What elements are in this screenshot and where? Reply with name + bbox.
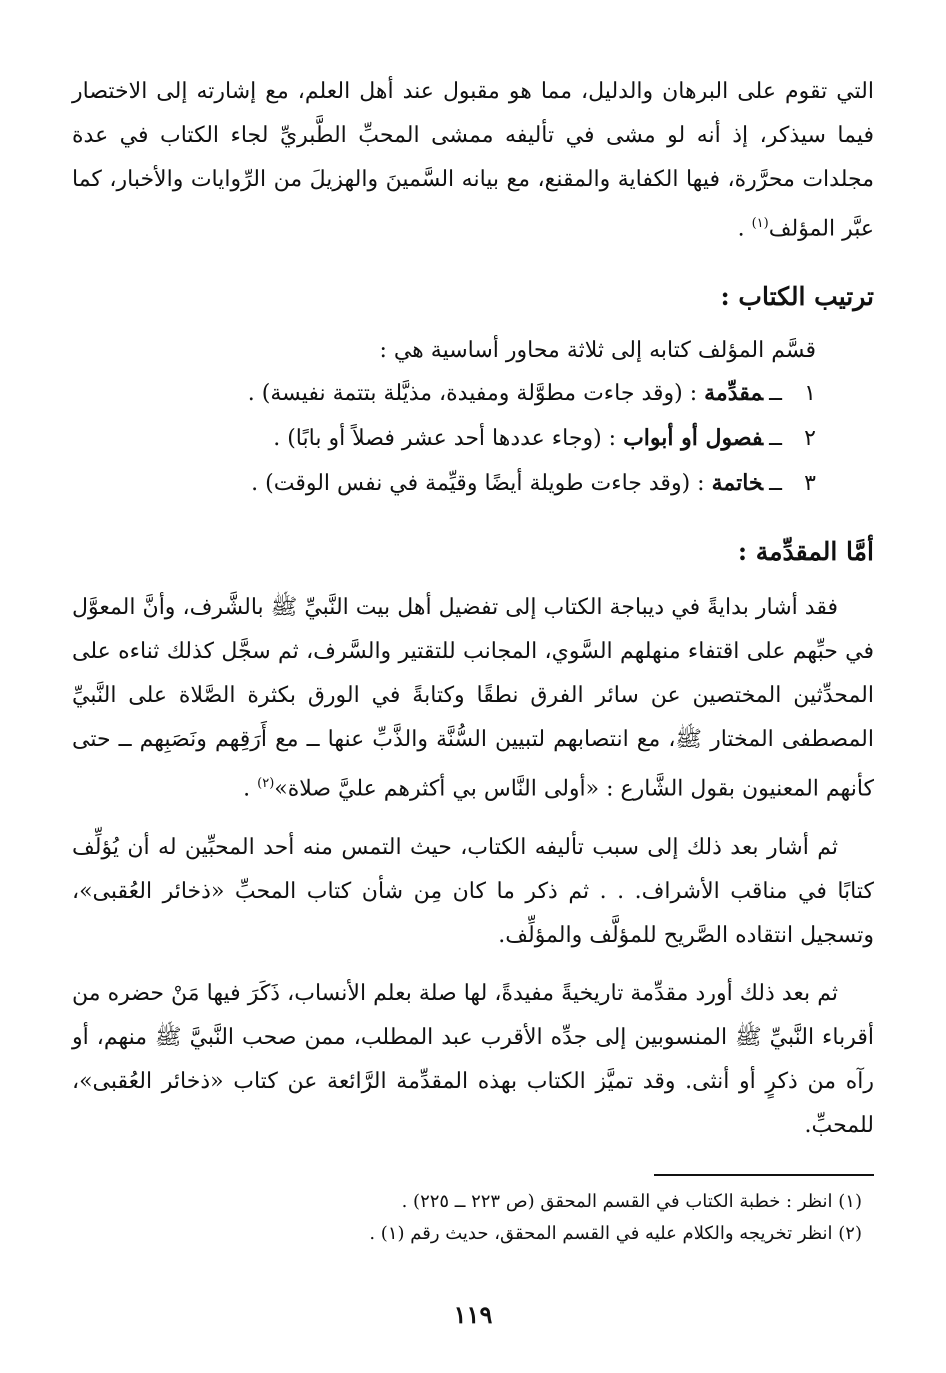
list-item-number: ٣ [804, 471, 816, 497]
footnote-1: (١) انظر : خطبة الكتاب في القسم المحقق (ص ٢٢٣ ــ ٢٢٥) . [401, 1190, 862, 1212]
list-item-number: ٢ [804, 426, 816, 452]
list-item-description: : (وقد جاءت طويلة أيضًا وقيِّمة في نفس الوقت) . [251, 471, 705, 497]
list-item-term: مقدِّمة [704, 380, 764, 407]
page-body [72, 70, 874, 1250]
list-item-term: فصول أو أبواب [623, 425, 764, 452]
intro-paragraph [72, 70, 874, 251]
introduction-paragraph-3: ثم بعد ذلك أورد مقدِّمة تاريخيةً مفيدةً، لها صلة بعلم الأنساب، ذَكَرَ فيها مَنْ حضره من أقرباء النَّبيِّ ﷺ المنسوبين إلى جدِّه الأقرب عبد المطلب، ممن صحب النَّبيَّ ﷺ منهم، أو رآه من ذكرٍ أو أنثى. وقد تميَّز الكتاب بهذه المقدِّمة الرَّائعة عن كتاب «ذخائر العُقبى»، للمحبِّ. [72, 980, 874, 1138]
page-number: ١١٩ [453, 1300, 493, 1329]
list-item [72, 461, 874, 506]
list-item-description: : (وجاء عددها أحد عشر فصلاً أو بابًا) . [273, 426, 617, 452]
arrangement-intro: قسَّم المؤلف كتابه إلى ثلاثة محاور أساسية هي : [379, 338, 816, 364]
arrangement-heading: ترتيب الكتاب : [720, 282, 874, 312]
introduction-paragraph-2: ثم أشار بعد ذلك إلى سبب تأليفه الكتاب، حيث التمس منه أحد المحبِّين له أن يُؤلِّف كتابًا في مناقب الأشراف. . . ثم ذكر ما كان مِن شأن كتاب المحبِّ «ذخائر العُقبى»، وتسجيل انتقاده الصَّريح للمؤلَّف والمؤلِّف. [72, 834, 874, 948]
footnote-2: (٢) انظر تخريجه والكلام عليه في القسم المحقق، حديث رقم (١) . [369, 1222, 862, 1244]
arrangement-list [72, 371, 874, 506]
list-item [72, 371, 874, 416]
footnote-ref-1[interactable]: (١) [751, 216, 769, 231]
paragraph-end: . [243, 776, 251, 802]
list-item [72, 416, 874, 461]
list-item-term: خاتمة [711, 470, 764, 497]
intro-paragraph-text: التي تقوم على البرهان والدليل، مما هو مقبول عند أهل العلم، مع إشارته إلى الاختصار فيما سيذكر، إذ أنه لو مشى في تأليفه ممشى المحبِّ الطَّبريِّ لجاء الكتاب في عدة مجلدات محرَّرة، فيها الكفاية والمقنع، مع بيانه السَّمينَ والهزيلَ من الرِّوايات والأخبار، كما عبَّر المؤلف [72, 79, 874, 242]
list-item-dash: ــ [769, 426, 782, 452]
list-item-dash: ــ [769, 381, 782, 407]
intro-paragraph-end: . [737, 216, 745, 242]
list-item-number: ١ [804, 381, 816, 407]
footnote-divider [654, 1174, 874, 1176]
list-item-description: : (وقد جاءت مطوَّلة ومفيدة، مذيَّلة بتتمة نفيسة) . [247, 381, 698, 407]
paragraph-text: فقد أشار بدايةً في ديباجة الكتاب إلى تفضيل أهل بيت النَّبيِّ ﷺ بالشَّرف، وأنَّ المعوَّل في حبِّهم على اقتفاء منهلهم السَّوي، المجانب للتقتير والسَّرف، ثم سجَّل كذلك ثناءه على المحدِّثين المختصين عن سائر الفرق نطقًا وكتابةً في الورق بكثرة الصَّلاة على النَّبيِّ المصطفى المختار ﷺ، مع انتصابهم لتبيين السُّنَّة والذَّبِّ عنها ــ مع أَرَقِهم ونَصَبِهم ــ حتى كأنهم المعنيون بقول الشَّارع : «أولى النَّاس بي أكثرهم عليَّ صلاة» [72, 595, 874, 802]
list-item-dash: ــ [769, 471, 782, 497]
introduction-heading: أمَّا المقدِّمة : [737, 537, 874, 567]
introduction-paragraph-1 [72, 586, 874, 811]
footnote-ref-2[interactable]: (٢) [257, 776, 275, 792]
